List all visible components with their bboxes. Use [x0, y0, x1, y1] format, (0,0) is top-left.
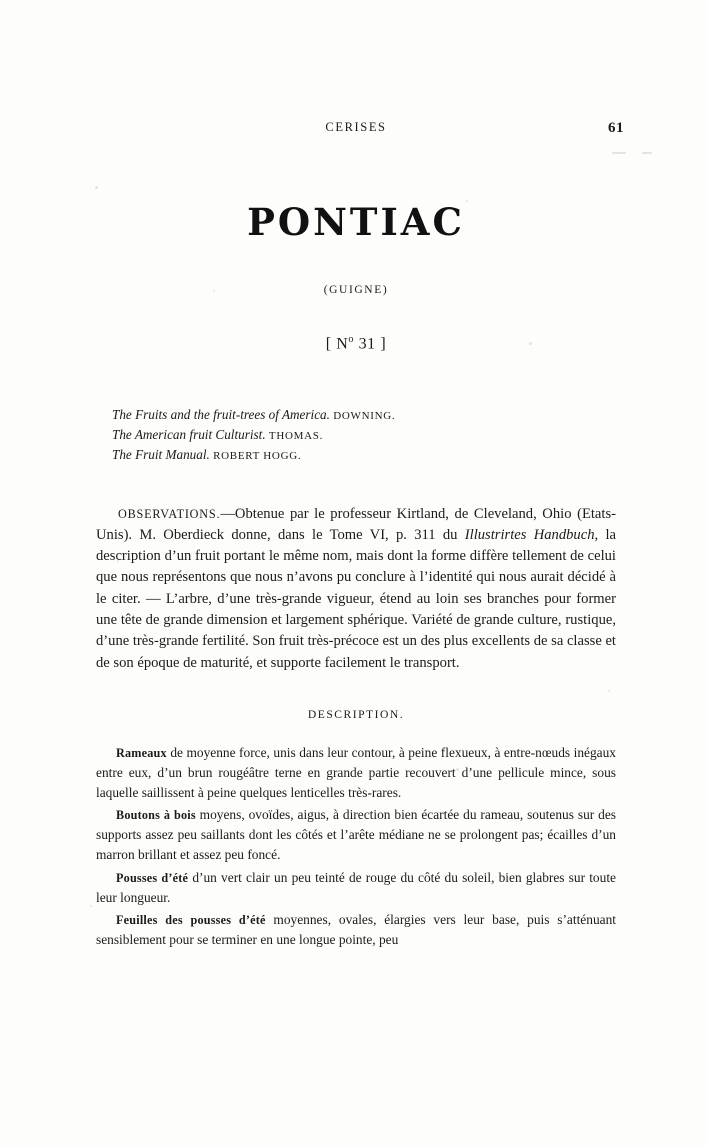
reference-title: The Fruit Manual.	[112, 447, 210, 463]
reference-title: The American fruit Culturist.	[112, 427, 266, 443]
observations-label: OBSERVATIONS.	[118, 506, 221, 521]
reference-title: The Fruits and the fruit-trees of America.	[112, 407, 330, 423]
entry-number-suffix: 31 ]	[353, 335, 387, 353]
paper-speckle	[90, 905, 92, 907]
entry-number-superscript: o	[348, 334, 354, 345]
reference-list	[112, 405, 616, 465]
description-entry	[96, 805, 616, 865]
description-term: Boutons à bois	[116, 808, 196, 823]
observations-paragraph	[96, 504, 616, 674]
reference-author: DOWNING.	[333, 410, 396, 423]
reference-item	[112, 445, 616, 465]
description-entry	[96, 743, 616, 803]
variety-subtitle: (GUIGNE)	[323, 284, 389, 296]
page-number: 61	[608, 120, 624, 136]
running-head	[96, 120, 624, 144]
observations-text-part-2: , la description d’un fruit portant le même nom, mais dont la forme diffère tellement de celui que nous représentons que nous n’avons pu conclure à l’identité qui nous aurait décidé à le citer. — L’arbre, d’une très-grande vigueur, étend au loin ses branches pour former une tête de grande dimension et largement sphérique. Variété de grande culture, rustique, d’une très-grande fertilité. Son fruit très-précoce est un des plus excellents de sa classe et de son époque de maturité, et supporte facilement le transport.	[96, 526, 616, 671]
description-entry-text: de moyenne force, unis dans leur contour, à peine flexueux, à entre-nœuds inégaux entre eux, d’un brun rougéâtre terne en grande partie recouvert d’une pellicule mince, sous laquelle saillissent à peine quelques lenticelles très-rares.	[96, 744, 616, 801]
reference-author: ROBERT HOGG.	[213, 450, 302, 463]
observations-text-part-1: —Obtenue par le professeur Kirtland, de Cleveland, Ohio (Etats-Unis). M. Oberdieck donne, dans le Tome VI, p. 311 du	[96, 505, 616, 543]
description-entry-text: moyens, ovoïdes, aigus, à direction bien écartée du rameau, soutenus sur des supports assez peu saillants dont les côtés et l’arête médiane ne se prolongent pas; écailles d’un marron brillant et assez peu foncé.	[96, 807, 616, 863]
entry-number-prefix: [ N	[325, 335, 349, 353]
description-body	[96, 743, 616, 950]
reference-item	[112, 425, 616, 445]
description-term: Rameaux	[116, 745, 167, 760]
description-term: Feuilles des pousses d’été	[116, 912, 266, 927]
entry-number	[96, 334, 616, 353]
page-content	[96, 120, 624, 952]
description-heading: DESCRIPTION.	[307, 707, 405, 721]
description-term: Pousses d’été	[116, 870, 189, 885]
running-head-title: CERISES	[325, 120, 387, 134]
page-title: PONTIAC	[247, 200, 465, 244]
description-entry-text: moyennes, ovales, élargies vers leur base, puis s’atténuant sensiblement pour se terminer en une longue pointe, peu	[96, 911, 617, 947]
description-entry	[96, 910, 616, 950]
reference-author: THOMAS.	[268, 430, 324, 443]
paper-speckle	[642, 152, 652, 154]
reference-item	[112, 405, 616, 425]
description-entry-text: d’un vert clair un peu teinté de rouge du côté du soleil, bien glabres sur toute leur longueur.	[96, 869, 616, 905]
observations-italic-title: Illustrirtes Handbuch	[464, 526, 595, 543]
description-entry	[96, 868, 616, 908]
